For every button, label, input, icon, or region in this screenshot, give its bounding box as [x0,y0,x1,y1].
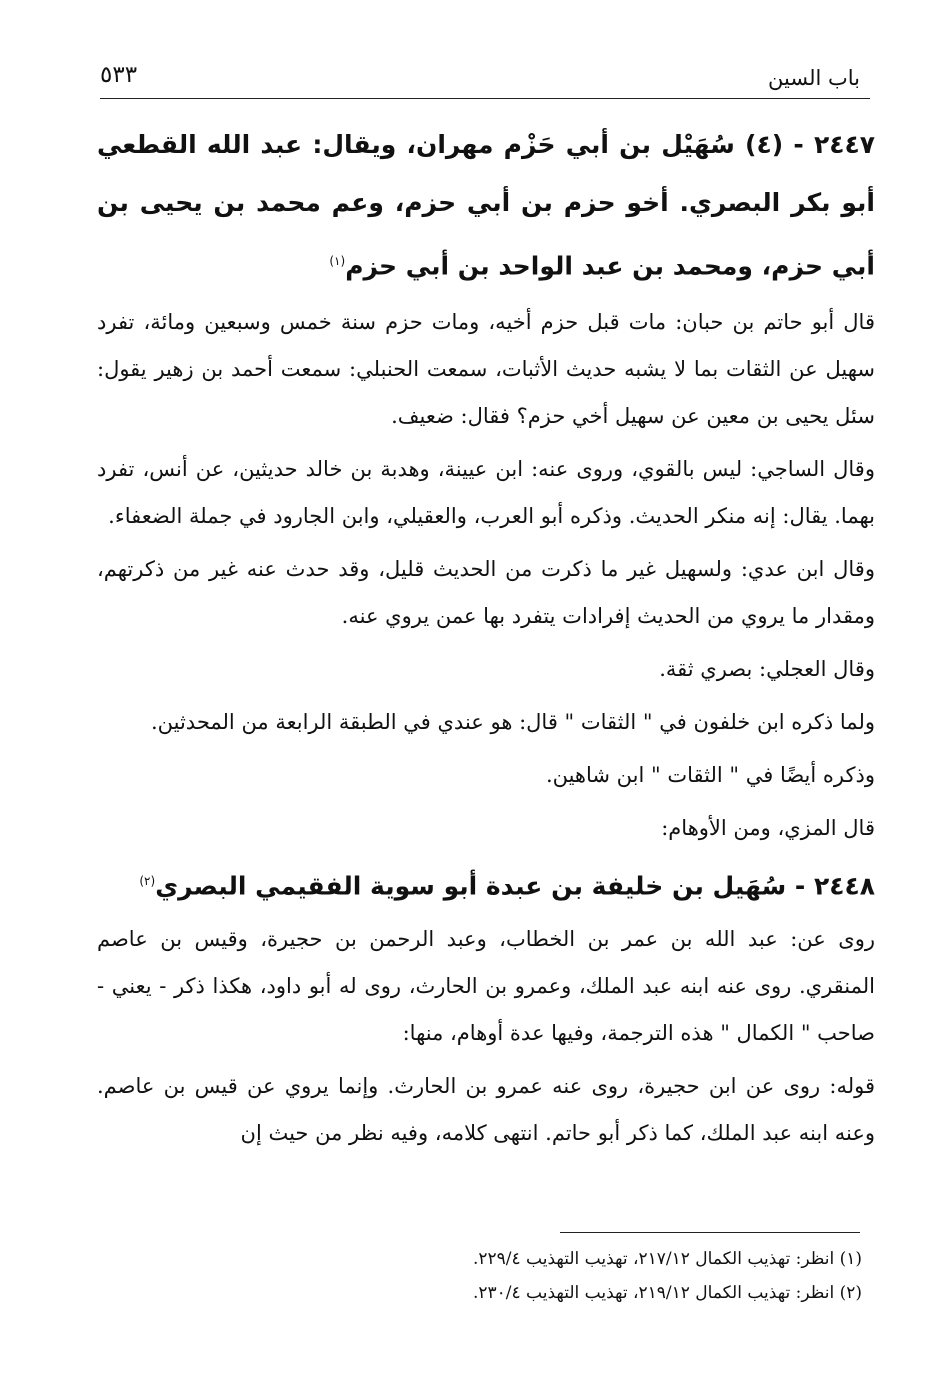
footnote-1: (١) انظر: تهذيب الكمال ٢١٧/١٢، تهذيب التهذيب ٢٢٩/٤. [472,1249,862,1269]
entry-heading-2448 [97,856,875,911]
header-rule [100,98,870,99]
page-number: ٥٣٣ [100,62,138,88]
footnote-rule [560,1232,860,1233]
paragraph: وقال ابن عدي: ولسهيل غير ما ذكرت من الحديث قليل، وقد حدث عنه غير من ذكرتهم، ومقدار ما يروي من الحديث إفرادات يتفرد بها عمن يروي عنه. [97,557,875,629]
paragraph: روى عن: عبد الله بن عمر بن الخطاب، وعبد الرحمن بن حجيرة، وقيس بن عاصم المنقري. روى عنه ابنه عبد الملك، وعمرو بن الحارث، روى له أبو داود، هكذا ذكر - يعني - صاحب " الكمال " هذه الترجمة، وفيها عدة أوهام، منها: [97,926,875,1045]
entry-heading-text: ٢٤٤٨ - سُهَيل بن خليفة بن عبدة أبو سوية الفقيمي البصري [155,871,875,901]
footnotes [100,1242,862,1310]
footnote-ref-2: (٢) [139,874,156,889]
running-header [100,60,860,100]
paragraph: وقال العجلي: بصري ثقة. [659,657,875,682]
footnote-2: (٢) انظر: تهذيب الكمال ٢١٩/١٢، تهذيب التهذيب ٢٣٠/٤. [472,1283,862,1303]
entry-heading-text: ٢٤٤٧ - (٤) سُهَيْل بن أبي حَزْم مهران، ويقال: عبد الله القطعي أبو بكر البصري. أخو حزم بن أبي حزم، وعم محمد بن يحيى بن أبي حزم، ومحمد بن عبد الواحد بن أبي حزم [97,130,875,281]
paragraph: قال المزي، ومن الأوهام: [661,816,875,841]
chapter-title: باب السين [768,66,860,90]
paragraph: ولما ذكره ابن خلفون في " الثقات " قال: هو عندي في الطبقة الرابعة من المحدثين. [150,710,875,735]
footnote-ref-1: (١) [329,254,346,268]
entry-heading-2447 [97,116,875,295]
main-text [97,116,875,1157]
paragraph: وذكره أيضًا في " الثقات " ابن شاهين. [545,763,875,788]
paragraph: وقال الساجي: ليس بالقوي، وروى عنه: ابن عيينة، وهدبة بن خالد حديثين، عن أنس، تفرد بهما. يقال: إنه منكر الحديث. وذكره أبو العرب، والعقيلي، وابن الجارود في جملة الضعفاء. [97,457,875,529]
paragraph: قال أبو حاتم بن حبان: مات قبل حزم أخيه، ومات حزم سنة خمس وسبعين ومائة، تفرد سهيل عن الثقات بما لا يشبه حديث الأثبات، سمعت الحنبلي: سمعت أحمد بن زهير يقول: سئل يحيى بن معين عن سهيل أخي حزم؟ فقال: ضعيف. [97,310,875,429]
paragraph: قوله: روى عن ابن حجيرة، روى عنه عمرو بن الحارث. وإنما يروي عن قيس بن عاصم. وعنه ابنه عبد الملك، كما ذكر أبو حاتم. انتهى كلامه، وفيه نظر من حيث إن [97,1073,875,1145]
